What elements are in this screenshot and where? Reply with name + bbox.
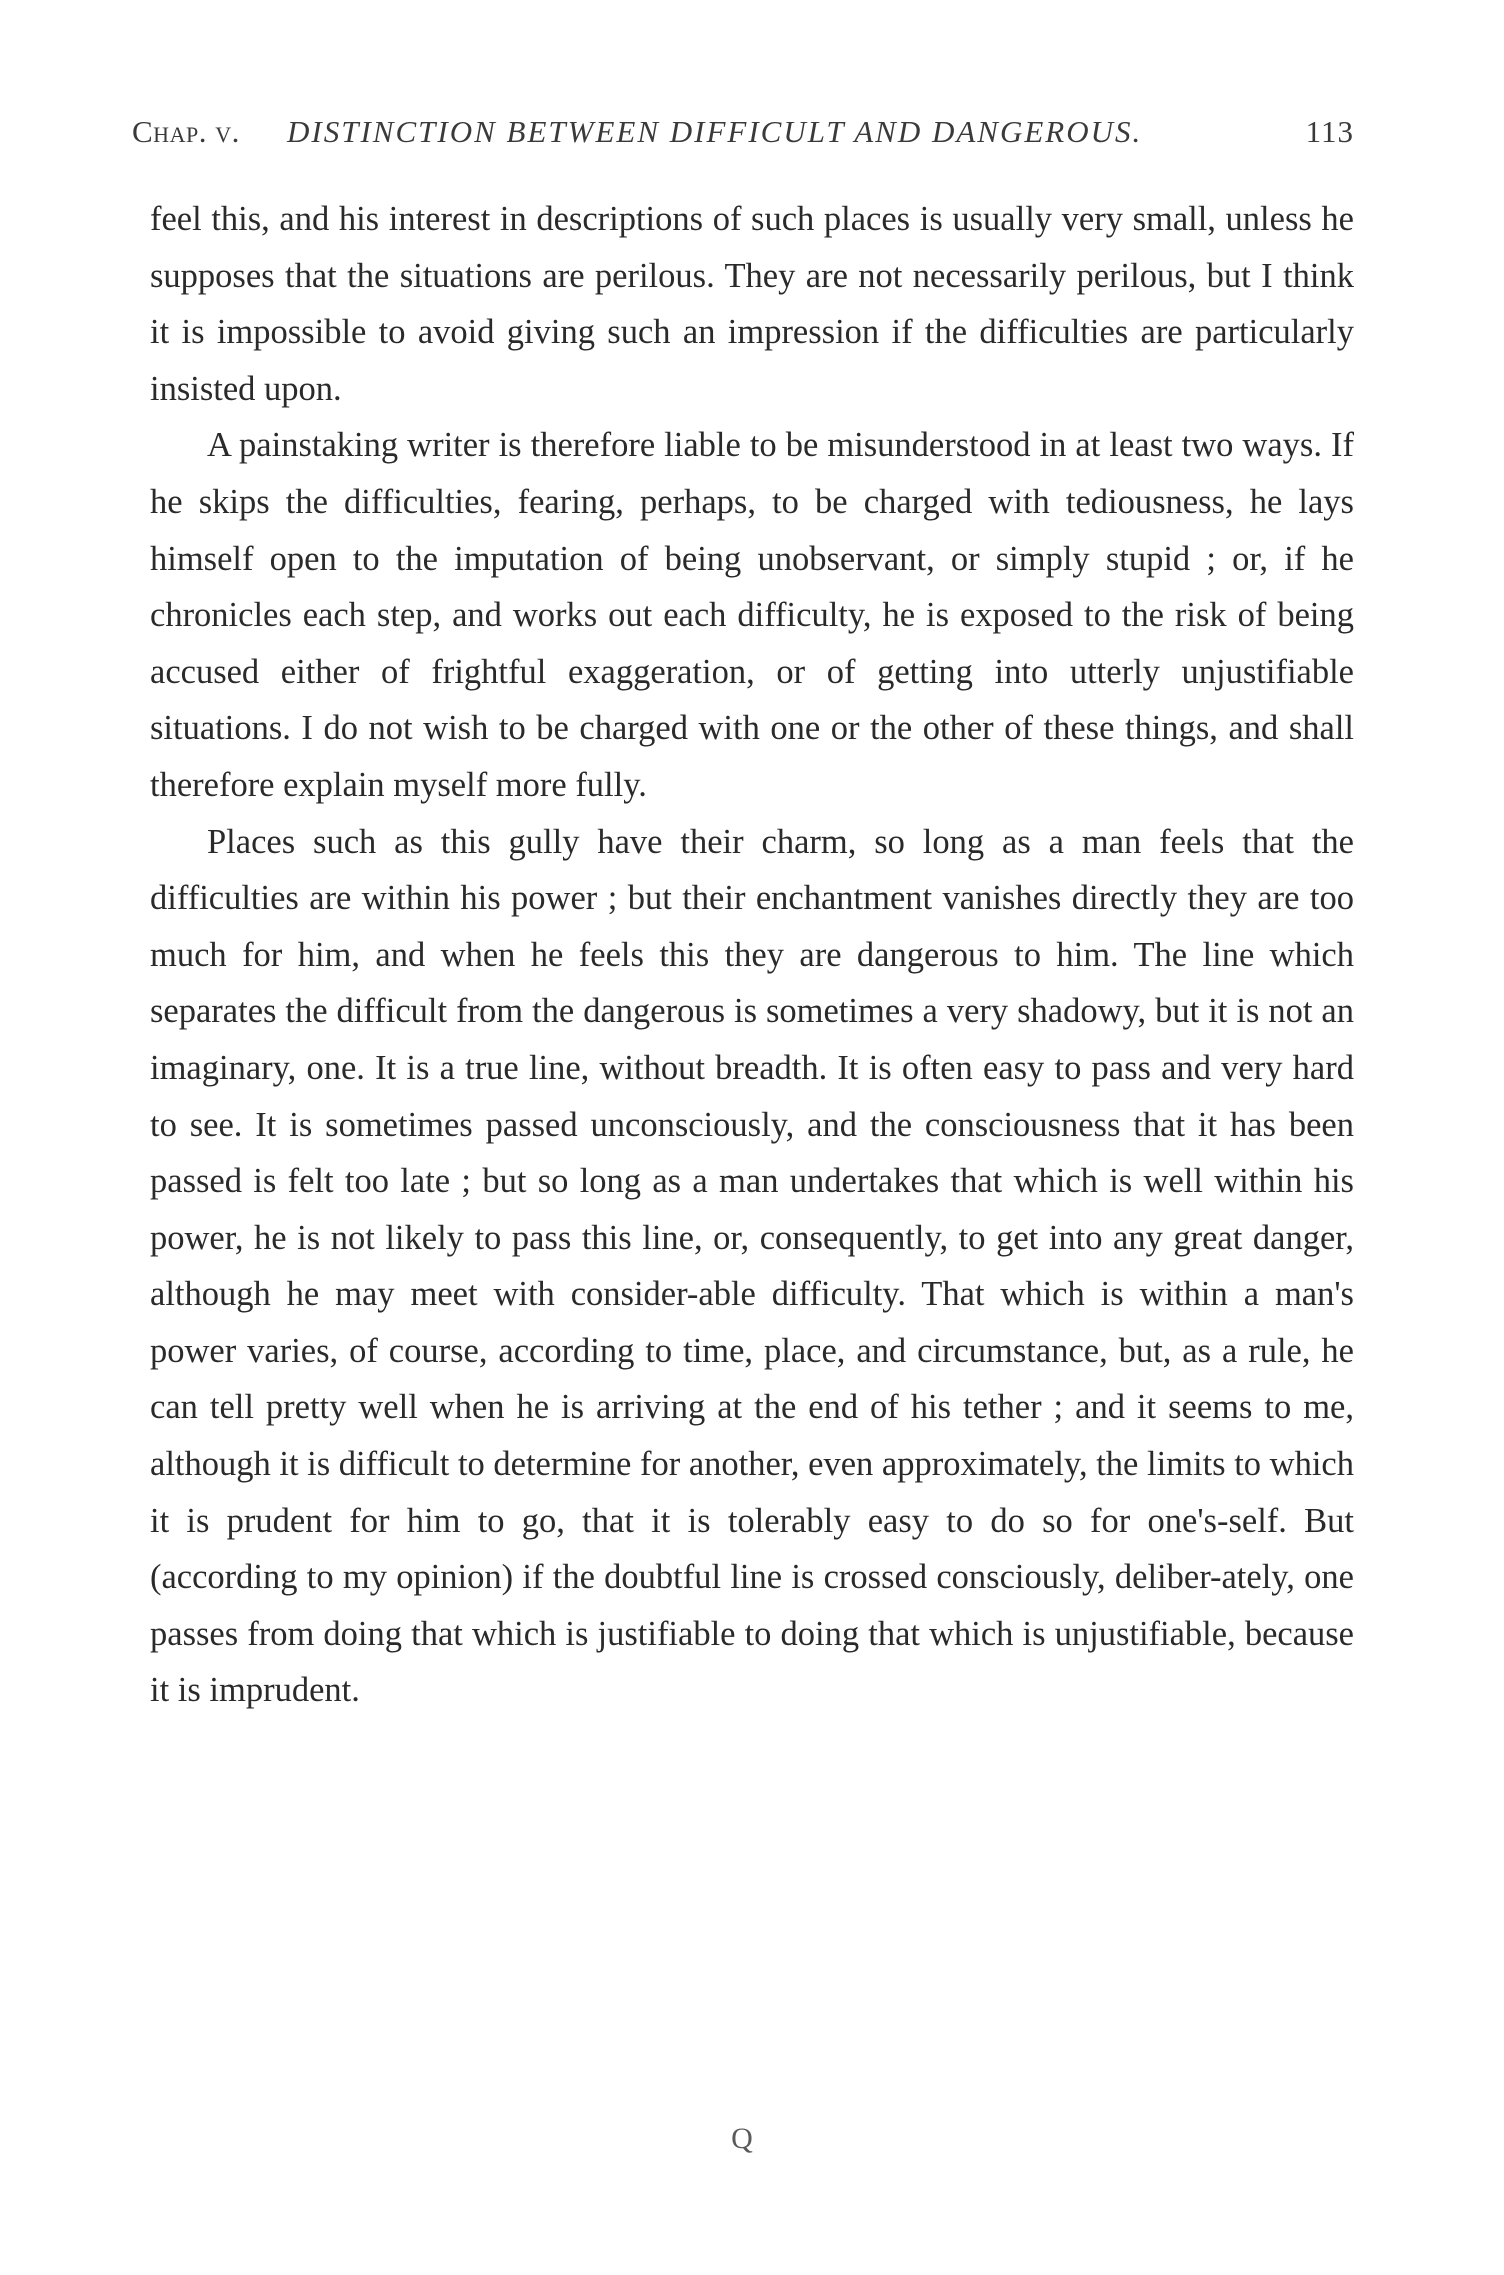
running-title: DISTINCTION BETWEEN DIFFICULT AND DANGEROUS. (287, 114, 1143, 149)
chapter-label: Chap. v. (132, 114, 240, 149)
body-text (150, 191, 1354, 1719)
signature-mark: Q (731, 2122, 753, 2155)
running-head (132, 112, 1354, 152)
paragraph-continued: feel this, and his interest in descriptions of such places is usually very small, unless he supposes that the situations are perilous. They are not necessarily perilous, but I think it is impossible to avoid giving such an impression if the difficulties are particularly insisted upon. (150, 200, 1354, 408)
paragraph: A painstaking writer is therefore liable to be misunderstood in at least two ways. If he skips the difficulties, fearing, perhaps, to be charged with tediousness, he lays himself open to the imputation of being unobservant, or simply stupid ; or, if he chronicles each step, and works out each difficulty, he is exposed to the risk of being accused either of frightful exaggeration, or of getting into utterly unjustifiable situations. I do not wish to be charged with one or the other of these things, and shall therefore explain myself more fully. (150, 426, 1354, 804)
page-number: 113 (1305, 114, 1354, 149)
paragraph: Places such as this gully have their charm, so long as a man feels that the difficulties are within his power ; but their enchantment vanishes directly they are too much for him, and when he feels this they are dangerous to him. The line which separates the difficult from the dangerous is sometimes a very shadowy, but it is not an imaginary, one. It is a true line, without breadth. It is often easy to pass and very hard to see. It is sometimes passed unconsciously, and the consciousness that it has been passed is felt too late ; but so long as a man undertakes that which is well within his power, he is not likely to pass this line, or, consequently, to get into any great danger, although he may meet with consider-able difficulty. That which is within a man's power varies, of course, according to time, place, and circumstance, but, as a rule, he can tell pretty well when he is arriving at the end of his tether ; and it seems to me, although it is difficult to determine for another, even approximately, the limits to which it is prudent for him to go, that it is tolerably easy to do so for one's-self. But (according to my opinion) if the doubtful line is crossed consciously, deliber-ately, one passes from doing that which is justifiable to doing that which is unjustifiable, because it is imprudent. (150, 822, 1354, 1710)
